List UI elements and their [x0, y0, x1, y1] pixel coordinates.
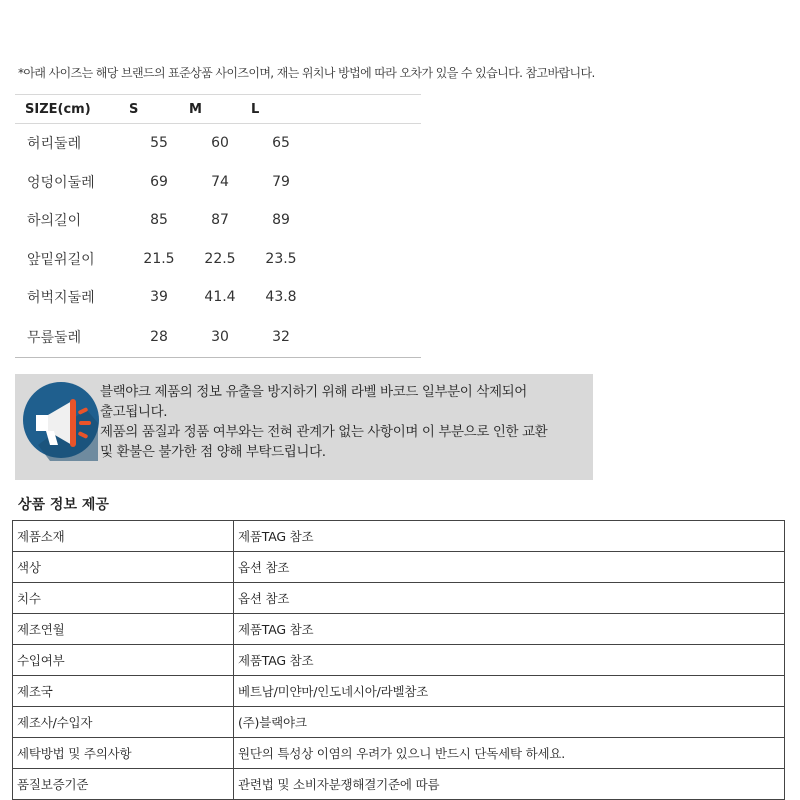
notice-line: 블랙야크 제품의 정보 유출을 방지하기 위해 라벨 바코드 일부분이 삭제되어 — [100, 384, 527, 400]
size-value: 79 — [272, 173, 290, 190]
table-row — [13, 769, 785, 800]
barcode-notice-box — [15, 374, 593, 480]
size-value: 87 — [211, 212, 229, 229]
info-key: 수입여부 — [13, 645, 234, 676]
table-row — [13, 707, 785, 738]
size-value: 43.8 — [265, 289, 297, 306]
size-value: 28 — [150, 328, 168, 345]
info-value: 베트남/미얀마/인도네시아/라벨참조 — [234, 676, 785, 707]
info-value: 제품TAG 참조 — [234, 614, 785, 645]
size-value: 30 — [211, 328, 229, 345]
table-row — [13, 521, 785, 552]
measurement-label: 허리둘레 — [27, 136, 82, 153]
size-header-s: S — [129, 101, 139, 117]
measurement-label: 무릎둘레 — [27, 329, 82, 346]
size-table — [15, 94, 421, 358]
table-row — [13, 738, 785, 769]
info-value: (주)블랙야크 — [234, 707, 785, 738]
info-value: 옵션 참조 — [234, 583, 785, 614]
size-header-label: SIZE(cm) — [25, 101, 91, 117]
size-header-spacer — [311, 95, 421, 124]
size-value: 65 — [272, 135, 290, 152]
measurement-label: 엉덩이둘레 — [27, 174, 95, 191]
table-row — [15, 163, 421, 202]
table-row — [15, 278, 421, 317]
size-value: 39 — [150, 289, 168, 306]
size-value: 21.5 — [143, 250, 175, 267]
size-value: 89 — [272, 212, 290, 229]
size-value: 22.5 — [204, 250, 236, 267]
info-key: 제품소재 — [13, 521, 234, 552]
size-table-header — [15, 95, 421, 124]
size-disclaimer-note: *아래 사이즈는 해당 브랜드의 표준상품 사이즈이며, 재는 위치나 방법에 따라 오차가 있을 수 있습니다. 참고바랍니다. — [18, 66, 595, 80]
measurement-label: 하의길이 — [27, 213, 82, 230]
info-key: 제조연월 — [13, 614, 234, 645]
table-row — [13, 645, 785, 676]
table-row — [13, 676, 785, 707]
table-row — [15, 124, 421, 163]
notice-line: 및 환불은 불가한 점 양해 부탁드립니다. — [100, 444, 326, 460]
size-value: 55 — [150, 135, 168, 152]
size-value: 32 — [272, 328, 290, 345]
size-header-l: L — [251, 101, 260, 117]
size-value: 23.5 — [265, 250, 297, 267]
info-value: 옵션 참조 — [234, 552, 785, 583]
info-key: 치수 — [13, 583, 234, 614]
table-row — [13, 583, 785, 614]
table-row — [13, 614, 785, 645]
megaphone-icon — [20, 379, 102, 461]
info-key: 제조국 — [13, 676, 234, 707]
product-info-table — [12, 520, 785, 800]
size-value: 85 — [150, 212, 168, 229]
info-key: 색상 — [13, 552, 234, 583]
info-value: 제품TAG 참조 — [234, 645, 785, 676]
size-value: 69 — [150, 173, 168, 190]
table-row — [13, 552, 785, 583]
size-value: 41.4 — [204, 289, 236, 306]
info-key: 품질보증기준 — [13, 769, 234, 800]
size-header-m: M — [189, 101, 202, 117]
info-value: 원단의 특성상 이염의 우려가 있으니 반드시 단독세탁 하세요. — [234, 738, 785, 769]
table-row — [15, 317, 421, 358]
info-value: 제품TAG 참조 — [234, 521, 785, 552]
notice-text — [100, 382, 588, 462]
size-value: 74 — [211, 173, 229, 190]
measurement-label: 허벅지둘레 — [27, 290, 95, 307]
info-key: 제조사/수입자 — [13, 707, 234, 738]
table-row — [15, 240, 421, 279]
size-value: 60 — [211, 135, 229, 152]
table-row — [15, 201, 421, 240]
notice-line: 제품의 품질과 정품 여부와는 전혀 관계가 없는 사항이며 이 부분으로 인한 교환 — [100, 424, 548, 440]
notice-line: 출고됩니다. — [100, 404, 168, 420]
measurement-label: 앞밑위길이 — [27, 251, 95, 268]
product-info-title: 상품 정보 제공 — [18, 497, 109, 513]
info-key: 세탁방법 및 주의사항 — [13, 738, 234, 769]
info-value: 관련법 및 소비자분쟁해결기준에 따름 — [234, 769, 785, 800]
